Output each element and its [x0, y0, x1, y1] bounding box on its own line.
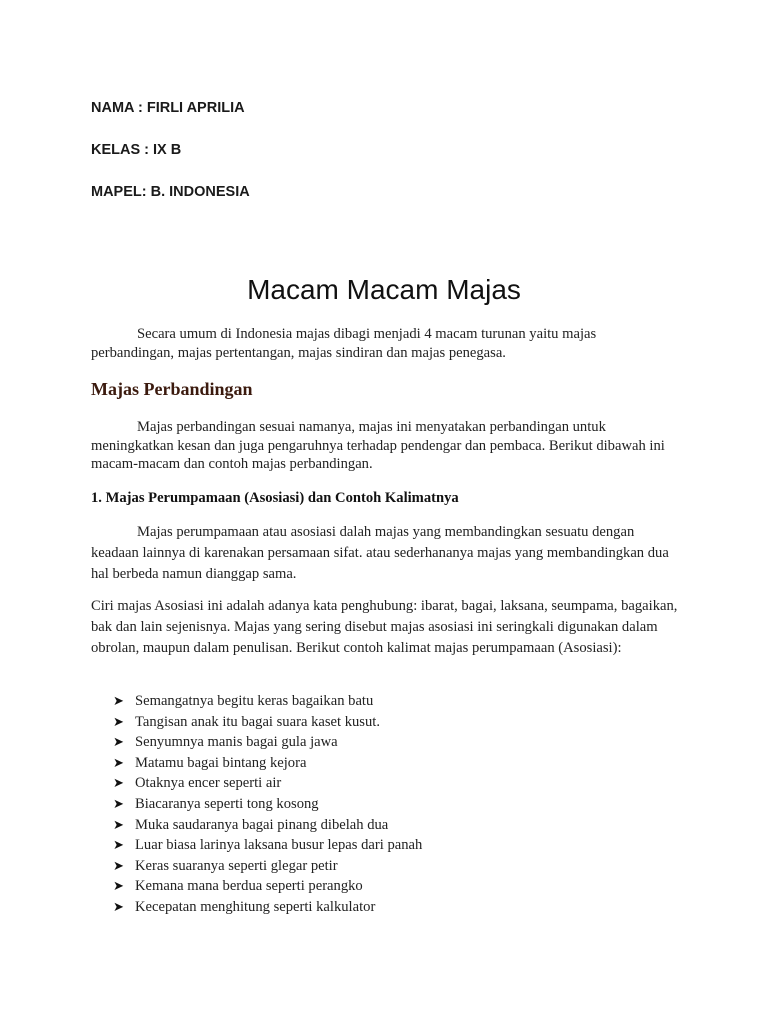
arrowhead-bullet-icon: ➤	[113, 775, 124, 791]
arrowhead-bullet-icon: ➤	[113, 816, 124, 832]
list-item: ➤ Kemana mana berdua seperti perangko	[113, 876, 422, 897]
list-item: ➤ Otaknya encer seperti air	[113, 773, 422, 794]
arrowhead-bullet-icon: ➤	[113, 734, 124, 750]
subject: MAPEL: B. INDONESIA	[91, 184, 250, 200]
list-item: ➤ Biacaranya seperti tong kosong	[113, 794, 422, 815]
subsection-heading: 1. Majas Perumpamaan (Asosiasi) dan Contoh Kalimatnya	[91, 490, 459, 506]
arrowhead-bullet-icon: ➤	[113, 898, 124, 914]
student-name: NAMA : FIRLI APRILIA	[91, 100, 245, 116]
arrowhead-bullet-icon: ➤	[113, 754, 124, 770]
arrowhead-bullet-icon: ➤	[113, 837, 124, 853]
page-title: Macam Macam Majas	[247, 274, 521, 305]
section-heading: Majas Perbandingan	[91, 379, 253, 399]
arrowhead-bullet-icon: ➤	[113, 878, 124, 894]
section-paragraph	[91, 418, 681, 474]
arrowhead-bullet-icon: ➤	[113, 857, 124, 873]
list-item: ➤ Senyumnya manis bagai gula jawa	[113, 732, 422, 753]
arrowhead-bullet-icon: ➤	[113, 795, 124, 811]
list-item: ➤ Semangatnya begitu keras bagaikan batu	[113, 691, 422, 712]
arrowhead-bullet-icon: ➤	[113, 693, 124, 708]
list-item: ➤ Luar biasa larinya laksana busur lepas dari panah	[113, 835, 422, 856]
arrowhead-bullet-icon: ➤	[113, 713, 124, 729]
section-paragraph-text: Majas perbandingan sesuai namanya, majas ini menyatakan perbandingan untuk meningkatkan kesan dan juga pengaruhnya terhadap pendengar dan pembaca. Berikut dibawah ini macam-macam dan contoh majas perbandingan.	[91, 419, 665, 472]
list-item: ➤ Keras suaranya seperti glegar petir	[113, 856, 422, 877]
list-item: ➤ Muka saudaranya bagai pinang dibelah dua	[113, 815, 422, 836]
intro-text: Secara umum di Indonesia majas dibagi menjadi 4 macam turunan yaitu majas perbandingan, majas pertentangan, majas sindiran dan majas penegasa.	[91, 326, 597, 361]
subsection-paragraph-2: Ciri majas Asosiasi ini adalah adanya kata penghubung: ibarat, bagai, laksana, seumpama, bagaikan, bak dan lain sejenisnya. Majas yang sering disebut majas asosiasi ini seringkali digunakan dalam obrolan, maupun dalam penulisan. Berikut contoh kalimat majas perumpamaan (Asosiasi):	[91, 598, 678, 656]
list-item: ➤ Tangisan anak itu bagai suara kaset kusut.	[113, 712, 422, 733]
intro-paragraph	[91, 325, 681, 362]
list-item: ➤ Kecepatan menghitung seperti kalkulator	[113, 897, 422, 918]
subsection-paragraph-1-text: Majas perumpamaan atau asosiasi dalah majas yang membandingkan sesuatu dengan keadaan lainnya di karenakan persamaan sifat. atau sederhananya majas yang membandingkan dua hal berbeda namun dianggap sama.	[91, 524, 669, 582]
student-class: KELAS : IX B	[91, 142, 182, 158]
example-list	[113, 691, 422, 918]
list-item: ➤ Matamu bagai bintang kejora	[113, 753, 422, 774]
subsection-paragraph-1	[91, 522, 681, 585]
